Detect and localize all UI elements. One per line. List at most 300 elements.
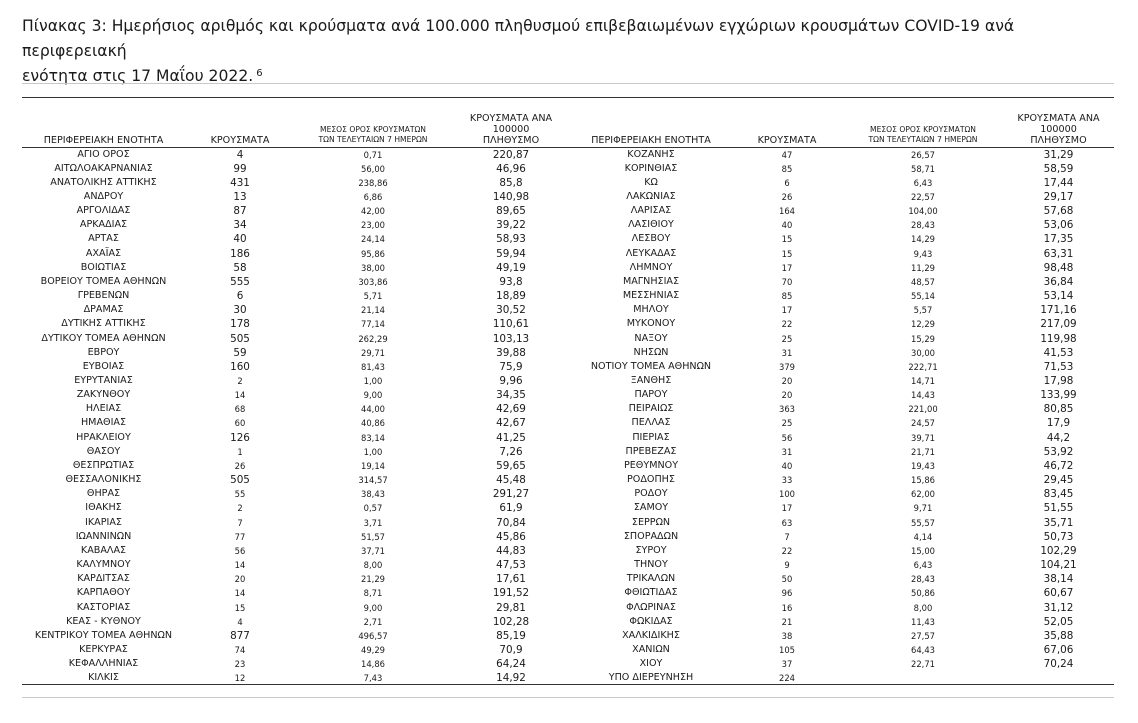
- table-row: [22, 487, 1114, 501]
- cell-per100k-left: 7,26: [499, 445, 523, 458]
- cell-per100k-right: 38,14: [1043, 573, 1074, 586]
- cell-region-right: ΠΕΙΡΑΙΩΣ: [628, 403, 674, 415]
- cell-region-left: ΘΕΣΠΡΩΤΙΑΣ: [72, 459, 135, 471]
- cell-per100k-left: 61,9: [499, 502, 523, 515]
- header-avg7-right: [843, 110, 1003, 147]
- cell-region-left: ΓΡΕΒΕΝΩΝ: [77, 290, 130, 302]
- cell-per100k-right: 57,68: [1043, 205, 1074, 218]
- cell-cases-right: 21: [781, 616, 793, 627]
- cell-per100k-left: 220,87: [492, 148, 530, 161]
- table-row: [22, 530, 1114, 544]
- cell-per100k-right: 29,45: [1043, 474, 1074, 487]
- cell-per100k-right: 50,73: [1043, 530, 1074, 543]
- cell-cases-left: 160: [230, 360, 250, 373]
- cell-cases-right: 31: [781, 347, 793, 358]
- table-row: [22, 275, 1114, 289]
- table-row: [22, 232, 1114, 246]
- header-per100k-left-line1: ΚΡΟΥΣΜΑΤΑ ΑΝΑ 100000: [469, 112, 553, 135]
- cell-avg7-left: 42,00: [361, 206, 385, 217]
- cell-cases-left: 14: [234, 588, 246, 599]
- cell-cases-right: 16: [781, 602, 793, 613]
- cell-per100k-left: 59,65: [496, 459, 526, 472]
- table-row: [22, 473, 1114, 487]
- cell-per100k-right: 31,29: [1043, 148, 1074, 161]
- cell-per100k-right: 36,84: [1043, 275, 1074, 288]
- cell-avg7-right: 58,71: [911, 163, 935, 174]
- cell-per100k-left: 191,52: [492, 587, 530, 600]
- cell-per100k-left: 103,13: [492, 332, 530, 345]
- cell-region-left: ΑΡΚΑΔΙΑΣ: [79, 219, 128, 231]
- cell-per100k-left: 291,27: [492, 488, 530, 501]
- cell-per100k-right: 44,2: [1046, 431, 1071, 444]
- cell-per100k-right: 17,98: [1043, 375, 1074, 387]
- header-avg7-right-line1: ΜΕΣΟΣ ΟΡΟΣ ΚΡΟΥΣΜΑΤΩΝ: [870, 124, 976, 134]
- cell-cases-right: 26: [781, 191, 793, 202]
- cell-cases-right: 17: [781, 503, 793, 514]
- cell-cases-left: 87: [233, 205, 247, 218]
- cell-region-right: ΜΗΛΟΥ: [633, 304, 669, 316]
- cell-per100k-right: 29,17: [1043, 190, 1074, 203]
- cell-region-right: ΣΥΡΟΥ: [635, 544, 667, 556]
- cell-per100k-right: 217,09: [1040, 318, 1077, 331]
- cell-cases-left: 77: [234, 531, 246, 542]
- cell-cases-right: 9: [784, 560, 790, 571]
- covid-cases-table: [22, 110, 1114, 685]
- cell-per100k-left: 140,98: [492, 190, 530, 203]
- cell-cases-left: 4: [236, 148, 244, 161]
- cell-region-right: ΧΙΟΥ: [639, 658, 663, 670]
- cell-avg7-right: 9,43: [913, 248, 933, 259]
- cell-region-right: ΛΑΣΙΘΙΟΥ: [628, 219, 674, 231]
- cell-avg7-right: 11,43: [911, 616, 935, 627]
- cell-per100k-left: 70,84: [496, 516, 526, 529]
- cell-region-left: ΑΓΙΟ ΟΡΟΣ: [77, 148, 130, 160]
- cell-region-left: ΑΝΑΤΟΛΙΚΗΣ ΑΤΤΙΚΗΣ: [50, 176, 157, 188]
- cell-region-right: ΣΑΜΟΥ: [633, 502, 669, 514]
- cell-region-right: ΛΕΥΚΑΔΑΣ: [625, 247, 677, 259]
- cell-avg7-right: 27,57: [911, 630, 935, 641]
- cell-region-right: ΛΑΡΙΣΑΣ: [630, 205, 672, 217]
- header-avg7-left: [295, 110, 451, 147]
- cell-region-right: ΜΑΓΝΗΣΙΑΣ: [622, 275, 680, 287]
- cell-per100k-right: 83,45: [1043, 488, 1074, 501]
- cell-region-right: ΦΛΩΡΙΝΑΣ: [626, 601, 676, 613]
- cell-avg7-left: 1,00: [363, 376, 383, 386]
- cell-avg7-left: 44,00: [361, 404, 385, 415]
- header-per100k-left: [451, 110, 571, 147]
- cell-region-left: ΙΘΑΚΗΣ: [85, 502, 122, 514]
- cell-region-left: ΔΥΤΙΚΗΣ ΑΤΤΙΚΗΣ: [61, 318, 146, 330]
- cell-per100k-right: 67,06: [1043, 643, 1074, 656]
- cell-avg7-left: 38,00: [361, 262, 385, 273]
- table-row: [22, 431, 1114, 445]
- cell-per100k-right: 71,53: [1043, 360, 1074, 373]
- table-row: [22, 176, 1114, 190]
- table-row: [22, 332, 1114, 346]
- header-cases-left: ΚΡΟΥΣΜΑΤΑ: [185, 110, 295, 147]
- cell-per100k-left: 75,9: [499, 360, 523, 373]
- table-row: [22, 261, 1114, 275]
- cell-avg7-right: 22,57: [911, 191, 935, 202]
- cell-region-left: ΑΙΤΩΛΟΑΚΑΡΝΑΝΙΑΣ: [54, 162, 153, 174]
- cell-region-left: ΑΡΤΑΣ: [88, 233, 119, 245]
- cell-avg7-right: 14,43: [911, 390, 935, 401]
- cell-per100k-right: [1003, 671, 1114, 685]
- table-row: [22, 218, 1114, 232]
- cell-cases-right: 85: [781, 291, 793, 302]
- cell-avg7-right: 14,29: [911, 234, 935, 245]
- cell-avg7-right: 26,57: [911, 149, 935, 160]
- cell-cases-right: 164: [779, 206, 795, 217]
- header-avg7-right-line2: ΤΩΝ ΤΕΛΕΥΤΑΙΩΝ 7 ΗΜΕΡΩΝ: [868, 135, 978, 144]
- cell-region-left: ΖΑΚΥΝΘΟΥ: [76, 389, 131, 401]
- cell-cases-right: 47: [781, 149, 793, 160]
- cell-per100k-right: 133,99: [1040, 389, 1077, 402]
- cell-cases-right: 105: [779, 644, 795, 655]
- cell-region-left: ΚΕΝΤΡΙΚΟΥ ΤΟΜΕΑ ΑΘΗΝΩΝ: [34, 629, 173, 641]
- cell-per100k-left: 44,83: [496, 544, 526, 557]
- cell-cases-left: 20: [234, 574, 246, 585]
- cell-per100k-left: 17,61: [496, 573, 526, 586]
- cell-per100k-left: 29,81: [496, 601, 526, 614]
- cell-per100k-right: 102,29: [1040, 544, 1077, 557]
- cell-per100k-left: 46,96: [496, 162, 526, 175]
- cell-region-left: ΚΑΛΥΜΝΟΥ: [76, 559, 131, 571]
- cell-per100k-left: 42,67: [496, 417, 526, 430]
- cell-per100k-right: 41,53: [1043, 346, 1074, 359]
- table-row: [22, 671, 1114, 685]
- cell-region-right: ΛΑΚΩΝΙΑΣ: [626, 190, 676, 202]
- cell-avg7-right: 11,29: [911, 262, 935, 273]
- cell-region-right: ΤΗΝΟΥ: [634, 559, 668, 571]
- cell-avg7-right: 6,43: [913, 177, 933, 188]
- cell-region-left: ΑΡΓΟΛΙΔΑΣ: [76, 205, 131, 217]
- cell-avg7-right: 9,71: [913, 503, 933, 514]
- cell-cases-left: 14: [234, 390, 246, 401]
- cell-avg7-left: 0,57: [363, 503, 383, 514]
- cell-avg7-left: 23,00: [361, 220, 385, 231]
- cell-per100k-right: 80,85: [1043, 403, 1074, 416]
- cell-cases-left: 99: [233, 162, 247, 175]
- cell-region-right: ΣΠΟΡΑΔΩΝ: [623, 530, 679, 542]
- table-row: [22, 374, 1114, 388]
- cell-cases-right: 31: [781, 446, 793, 457]
- table-row: [22, 346, 1114, 360]
- table-header: [22, 110, 1114, 147]
- cell-per100k-right: 53,14: [1043, 290, 1074, 303]
- header-per100k-left-line2: ΠΛΗΘΥΣΜΟ: [482, 134, 540, 146]
- cell-avg7-left: 9,00: [363, 390, 383, 401]
- cell-cases-left: 2: [237, 503, 243, 514]
- table-row: [22, 615, 1114, 629]
- caption-line-1: Πίνακας 3: Ημερήσιος αριθμός και κρούσματα ανά 100.000 πληθυσμού επιβεβαιωμένων εγχώριων κρουσμάτων COVID-19 ανά περιφερειακή: [22, 17, 1015, 60]
- cell-region-right: ΞΑΝΘΗΣ: [630, 375, 672, 386]
- cell-per100k-left: 47,53: [496, 559, 526, 572]
- table-row: [22, 516, 1114, 530]
- cell-avg7-right: 21,71: [911, 446, 935, 457]
- cell-region-left: ΔΡΑΜΑΣ: [83, 304, 124, 316]
- cell-per100k-left: 70,9: [499, 643, 523, 656]
- cell-avg7-right: 30,00: [911, 347, 935, 358]
- cell-avg7-right: 4,14: [913, 531, 933, 542]
- table-row: [22, 289, 1114, 303]
- cell-region-right: ΡΟΔΟΥ: [634, 488, 668, 500]
- table-row: [22, 558, 1114, 572]
- cell-region-left: ΚΑΡΠΑΘΟΥ: [76, 587, 131, 599]
- cell-per100k-left: 30,52: [496, 304, 526, 317]
- cell-cases-left: 68: [234, 404, 246, 415]
- cell-per100k-right: 31,12: [1043, 601, 1074, 614]
- cell-cases-right: 224: [779, 673, 795, 684]
- cell-per100k-left: 64,24: [496, 658, 526, 671]
- table-row: [22, 388, 1114, 402]
- table-row: [22, 204, 1114, 218]
- cell-per100k-left: 85,19: [496, 629, 526, 642]
- cell-avg7-left: 38,43: [361, 489, 385, 500]
- cell-avg7-right: 50,86: [911, 588, 935, 599]
- cell-cases-right: 379: [779, 361, 795, 372]
- table-row: [22, 317, 1114, 331]
- cell-region-left: ΗΛΕΙΑΣ: [85, 403, 122, 415]
- cell-cases-right: 37: [781, 659, 793, 670]
- cell-region-right: ΧΑΛΚΙΔΙΚΗΣ: [622, 629, 680, 641]
- cell-per100k-left: 45,86: [496, 530, 526, 543]
- cell-avg7-right: 104,00: [908, 206, 938, 217]
- table-row: [22, 501, 1114, 515]
- cell-avg7-left: 40,86: [361, 418, 385, 429]
- cell-avg7-left: 7,43: [363, 673, 383, 684]
- cell-region-right: ΝΟΤΙΟΥ ΤΟΜΕΑ ΑΘΗΝΩΝ: [590, 360, 712, 372]
- cell-region-left: ΗΜΑΘΙΑΣ: [80, 417, 127, 429]
- cell-per100k-right: 104,21: [1040, 559, 1077, 572]
- cell-cases-right: 6: [784, 177, 790, 188]
- cell-cases-right: 20: [781, 376, 793, 386]
- cell-cases-left: 40: [233, 233, 247, 246]
- cell-region-right: ΠΡΕΒΕΖΑΣ: [625, 445, 677, 457]
- cell-avg7-right: 62,00: [911, 489, 935, 500]
- footer-separator-line: [22, 697, 1114, 698]
- cell-per100k-left: 45,48: [496, 474, 526, 487]
- cell-region-right: ΜΕΣΣΗΝΙΑΣ: [622, 290, 680, 302]
- cell-per100k-left: 34,35: [496, 389, 526, 402]
- cell-avg7-left: 49,29: [361, 644, 385, 655]
- caption-line-2: [22, 64, 1117, 89]
- cell-cases-left: 26: [234, 460, 246, 471]
- cell-avg7-left: 24,14: [361, 234, 385, 245]
- cell-per100k-right: 51,55: [1043, 502, 1074, 515]
- table-row: [22, 601, 1114, 615]
- cell-region-left: ΘΑΣΟΥ: [86, 445, 121, 457]
- cell-cases-left: 2: [237, 376, 243, 386]
- cell-cases-left: 431: [230, 176, 250, 189]
- cell-cases-left: 126: [230, 431, 250, 444]
- cell-avg7-left: 37,71: [361, 545, 385, 556]
- table-row: [22, 402, 1114, 416]
- cell-per100k-left: 110,61: [492, 318, 530, 331]
- cell-region-left: ΚΑΣΤΟΡΙΑΣ: [76, 601, 131, 613]
- cell-per100k-right: 98,48: [1043, 261, 1074, 274]
- cell-region-right: ΡΟΔΟΠΗΣ: [627, 474, 675, 486]
- cell-avg7-right: 24,57: [911, 418, 935, 429]
- cell-per100k-right: 53,06: [1043, 219, 1074, 232]
- cell-avg7-right: 221,00: [908, 404, 938, 415]
- cell-avg7-left: 262,29: [358, 333, 388, 344]
- cell-region-right: ΦΘΙΩΤΙΔΑΣ: [624, 587, 678, 599]
- table-row: [22, 572, 1114, 586]
- cell-avg7-left: 8,00: [363, 560, 383, 571]
- cell-avg7-left: 95,86: [361, 248, 385, 259]
- cell-per100k-left: 58,93: [496, 233, 526, 246]
- table-row: [22, 544, 1114, 558]
- cell-avg7-right: 28,43: [911, 220, 935, 231]
- cell-avg7-left: 21,29: [361, 574, 385, 585]
- cell-per100k-right: 35,71: [1043, 516, 1074, 529]
- header-avg7-left-line1: ΜΕΣΟΣ ΟΡΟΣ ΚΡΟΥΣΜΑΤΩΝ: [320, 124, 426, 134]
- cell-avg7-left: 1,00: [363, 446, 383, 457]
- cell-region-left: ΚΕΦΑΛΛΗΝΙΑΣ: [68, 658, 139, 670]
- cell-cases-right: 50: [781, 574, 793, 585]
- cell-region-right: ΥΠΟ ΔΙΕΡΕΥΝΗΣΗ: [608, 672, 694, 684]
- cell-cases-left: 186: [230, 247, 250, 260]
- cell-per100k-right: 46,72: [1043, 459, 1074, 472]
- cell-region-right: ΚΩ: [644, 176, 658, 188]
- table-row: [22, 190, 1114, 204]
- cell-region-right: ΚΟΖΑΝΗΣ: [627, 148, 675, 160]
- cell-cases-left: 1: [237, 446, 243, 457]
- cell-avg7-left: 6,86: [363, 191, 383, 202]
- cell-cases-left: 15: [234, 602, 246, 613]
- cell-per100k-right: 63,31: [1043, 247, 1074, 260]
- cell-per100k-left: 102,28: [492, 615, 530, 628]
- table-row: [22, 303, 1114, 317]
- cell-cases-right: 100: [779, 489, 795, 500]
- cell-region-left: ΚΑΒΑΛΑΣ: [80, 544, 127, 556]
- cell-cases-left: 7: [237, 517, 243, 528]
- cell-per100k-left: 93,8: [499, 275, 523, 288]
- cell-cases-right: 40: [781, 220, 793, 231]
- cell-avg7-right: 12,29: [911, 319, 935, 330]
- cell-cases-right: 38: [781, 630, 793, 641]
- cell-avg7-left: 81,43: [361, 361, 385, 372]
- cell-avg7-right: 55,57: [911, 517, 935, 528]
- table-top-rule: [22, 97, 1114, 98]
- cell-region-left: ΘΗΡΑΣ: [86, 488, 121, 500]
- cell-avg7-left: 0,71: [363, 149, 383, 160]
- cell-cases-left: 6: [236, 290, 244, 303]
- table-row: [22, 629, 1114, 643]
- cell-per100k-left: 14,92: [496, 672, 526, 685]
- cell-cases-left: 30: [233, 304, 247, 317]
- table-row: [22, 657, 1114, 671]
- cell-avg7-left: 496,57: [358, 630, 388, 641]
- cell-avg7-right: 15,29: [911, 333, 935, 344]
- cell-cases-right: 20: [781, 390, 793, 401]
- caption-footnote-marker: 6: [256, 68, 263, 79]
- cell-avg7-right: 19,43: [911, 460, 935, 471]
- cell-cases-left: 23: [234, 659, 246, 670]
- cell-region-left: ΚΕΑΣ - ΚΥΘΝΟΥ: [66, 615, 141, 627]
- cell-cases-right: 7: [784, 531, 790, 542]
- cell-avg7-left: 9,00: [363, 602, 383, 613]
- cell-avg7-right: 5,57: [913, 305, 933, 316]
- cell-region-right: ΛΗΜΝΟΥ: [629, 261, 673, 273]
- cell-per100k-left: 89,65: [496, 205, 526, 218]
- cell-per100k-right: 119,98: [1040, 332, 1077, 345]
- cell-region-left: ΚΑΡΔΙΤΣΑΣ: [77, 573, 130, 585]
- cell-per100k-left: 42,69: [496, 403, 526, 416]
- cell-avg7-right: 8,00: [913, 602, 933, 613]
- cell-cases-right: 17: [781, 305, 793, 316]
- cell-avg7-right: 55,14: [911, 291, 935, 302]
- cell-avg7-right: 48,57: [911, 276, 935, 287]
- cell-avg7-right: 39,71: [911, 432, 935, 443]
- cell-region-right: ΤΡΙΚΑΛΩΝ: [626, 573, 676, 585]
- cell-cases-left: 13: [233, 190, 247, 203]
- cell-per100k-left: 85,8: [499, 176, 523, 189]
- cell-region-left: ΚΕΡΚΥΡΑΣ: [79, 643, 128, 655]
- cell-avg7-left: 77,14: [361, 319, 385, 330]
- cell-cases-left: 59: [233, 346, 247, 359]
- table-row: [22, 360, 1114, 374]
- cell-avg7-right: 222,71: [908, 361, 938, 372]
- cell-region-left: ΕΥΡΥΤΑΝΙΑΣ: [74, 375, 133, 386]
- cell-region-left: ΕΒΡΟΥ: [87, 346, 120, 358]
- cell-per100k-left: 39,22: [496, 219, 526, 232]
- cell-avg7-left: 51,57: [361, 531, 385, 542]
- cell-per100k-right: 171,16: [1040, 304, 1077, 317]
- cell-cases-right: 63: [781, 517, 793, 528]
- cell-region-right: ΣΕΡΡΩΝ: [631, 516, 671, 528]
- header-avg7-left-line2: ΤΩΝ ΤΕΛΕΥΤΑΙΩΝ 7 ΗΜΕΡΩΝ: [318, 135, 428, 144]
- cell-avg7-right: 14,71: [911, 376, 935, 386]
- cell-avg7-left: 303,86: [358, 276, 388, 287]
- cell-cases-left: 178: [230, 318, 250, 331]
- cell-region-right: ΠΕΛΛΑΣ: [631, 417, 671, 429]
- cell-region-left: ΗΡΑΚΛΕΙΟΥ: [76, 431, 131, 443]
- cell-cases-right: 15: [781, 234, 793, 245]
- cell-cases-left: 56: [234, 545, 246, 556]
- cell-region-right: ΠΙΕΡΙΑΣ: [632, 431, 670, 443]
- cell-region-left: ΔΥΤΙΚΟΥ ΤΟΜΕΑ ΑΘΗΝΩΝ: [41, 332, 166, 344]
- header-cases-right: ΚΡΟΥΣΜΑΤΑ: [731, 110, 843, 147]
- cell-region-right: ΝΗΣΩΝ: [633, 346, 669, 358]
- cell-cases-left: 877: [230, 629, 250, 642]
- cell-region-left: ΑΧΑΪΑΣ: [85, 247, 122, 259]
- cell-cases-right: 70: [781, 276, 793, 287]
- cell-region-right: ΝΑΞΟΥ: [634, 332, 668, 344]
- cell-cases-right: 22: [781, 319, 793, 330]
- cell-region-left: ΒΟΡΕΙΟΥ ΤΟΜΕΑ ΑΘΗΝΩΝ: [40, 275, 167, 287]
- cell-avg7-right: 28,43: [911, 574, 935, 585]
- cell-cases-right: 96: [781, 588, 793, 599]
- cell-per100k-right: 53,92: [1043, 445, 1074, 458]
- cell-cases-left: 12: [234, 673, 246, 684]
- cell-region-left: ΙΚΑΡΙΑΣ: [85, 516, 122, 528]
- cell-avg7-left: 238,86: [358, 177, 388, 188]
- cell-avg7-left: 83,14: [361, 432, 385, 443]
- cell-avg7-left: 3,71: [363, 517, 383, 528]
- cell-avg7-right: 15,86: [911, 475, 935, 486]
- cell-cases-right: 85: [781, 163, 793, 174]
- cell-cases-left: 34: [233, 219, 247, 232]
- cell-per100k-right: 70,24: [1043, 658, 1074, 671]
- cell-avg7-right: 15,00: [911, 545, 935, 556]
- cell-cases-left: 58: [233, 261, 247, 274]
- header-per100k-right-line2: ΠΛΗΘΥΣΜΟ: [1030, 134, 1087, 146]
- cell-cases-left: 4: [237, 616, 243, 627]
- table-body: [22, 147, 1114, 685]
- cell-region-right: ΡΕΘΥΜΝΟΥ: [623, 459, 679, 471]
